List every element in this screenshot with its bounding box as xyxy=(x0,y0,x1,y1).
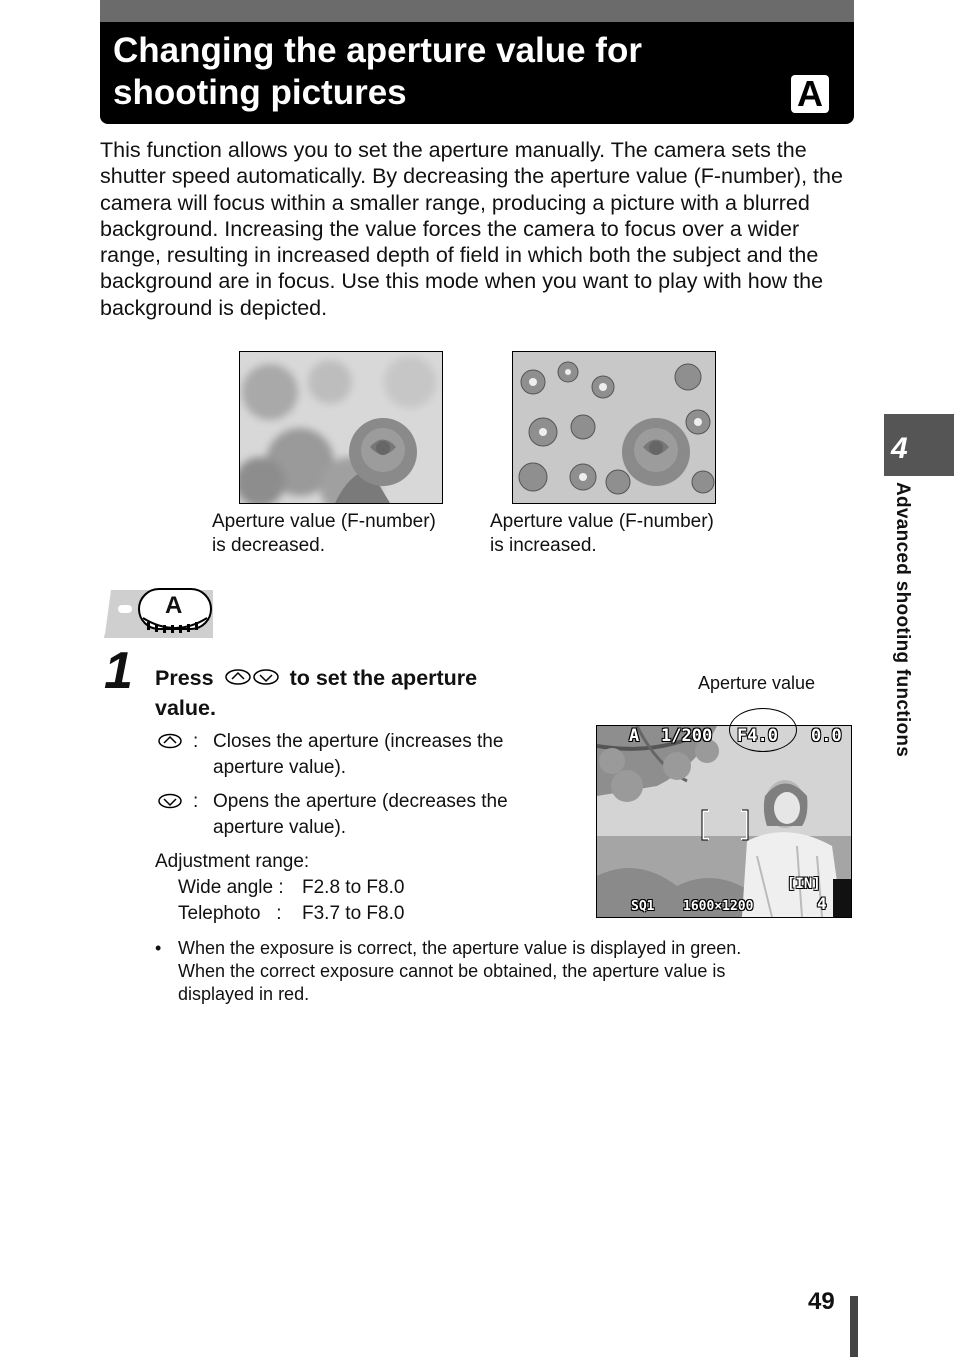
def-up-line1: Closes the aperture (increases the xyxy=(213,731,504,752)
intro-paragraph: This function allows you to set the aperture manually. The camera sets the shutter speed automatically. By decreasing the aperture value (F-number), the camera will focus within a smaller range, producing a picture with a blurred background. Increasing the value forces the camera to focus over a wider range, resulting in increased depth of field in which both the subject and the background are in focus. Use this mode when you want to play with how the background is depicted. xyxy=(100,138,843,320)
note-bullet: • xyxy=(155,938,162,958)
lcd-mode: A xyxy=(629,726,640,746)
tele-value: F3.7 to F8.0 xyxy=(302,903,405,924)
aperture-callout-label: Aperture value xyxy=(698,673,816,693)
lcd-shutter-speed: 1/200 xyxy=(661,726,713,746)
caption-increased-line1: Aperture value (F-number) xyxy=(490,511,714,532)
sample-photo-increased xyxy=(512,351,716,504)
wide-label: Wide angle : xyxy=(178,877,284,898)
range-label: Adjustment range: xyxy=(155,851,310,872)
step-number: 1 xyxy=(104,642,133,700)
page-number: 49 xyxy=(808,1288,835,1315)
up-arrow-icon xyxy=(157,733,183,754)
chapter-label-text: Advanced shooting functions xyxy=(892,482,913,758)
def-down-line2: aperture value). xyxy=(213,817,347,838)
wide-value: F2.8 to F8.0 xyxy=(302,877,405,898)
chapter-label xyxy=(887,482,913,812)
chapter-number: 4 xyxy=(891,432,908,465)
def-up-line2: aperture value). xyxy=(213,757,347,778)
header-band xyxy=(100,0,854,22)
note-line1: When the exposure is correct, the aperture value is displayed in green. xyxy=(178,938,742,958)
def-up-colon: : xyxy=(193,731,199,752)
def-down-colon: : xyxy=(193,791,199,812)
step-instruction-line2: value. xyxy=(155,696,216,720)
step-press: Press xyxy=(155,666,214,690)
down-arrow-icon xyxy=(157,793,183,814)
step-instruction xyxy=(155,664,575,693)
page-title: Changing the aperture value for shooting pictures xyxy=(113,31,642,112)
caption-decreased-line2: is decreased. xyxy=(212,535,326,556)
up-down-arrows-icon xyxy=(224,665,280,693)
lcd-quality: SQ1 xyxy=(631,899,655,914)
lcd-aperture-value: F4.0 xyxy=(737,726,778,746)
lcd-remaining-shots: 4 xyxy=(817,894,827,913)
sample-photo-decreased xyxy=(239,351,443,504)
note-line3: displayed in red. xyxy=(178,984,310,1004)
caption-increased-line2: is increased. xyxy=(490,535,597,556)
dial-letter: A xyxy=(165,592,183,619)
mode-dial-icon xyxy=(103,588,213,638)
step-rest: to set the aperture xyxy=(289,666,478,690)
aperture-mode-icon: A xyxy=(791,75,829,113)
lcd-exposure-compensation: 0.0 xyxy=(811,726,842,746)
note-line2: When the correct exposure cannot be obtained, the aperture value is xyxy=(178,961,726,981)
caption-decreased-line1: Aperture value (F-number) xyxy=(212,511,436,532)
aperture-callout-ellipse xyxy=(729,708,797,752)
lcd-resolution: 1600×1200 xyxy=(683,899,754,914)
def-down-line1: Opens the aperture (decreases the xyxy=(213,791,508,812)
lcd-memory-indicator: [IN] xyxy=(787,876,821,892)
page-marker-bar xyxy=(850,1296,858,1357)
camera-lcd-screen xyxy=(596,725,852,918)
tele-label: Telephoto : xyxy=(178,903,282,924)
